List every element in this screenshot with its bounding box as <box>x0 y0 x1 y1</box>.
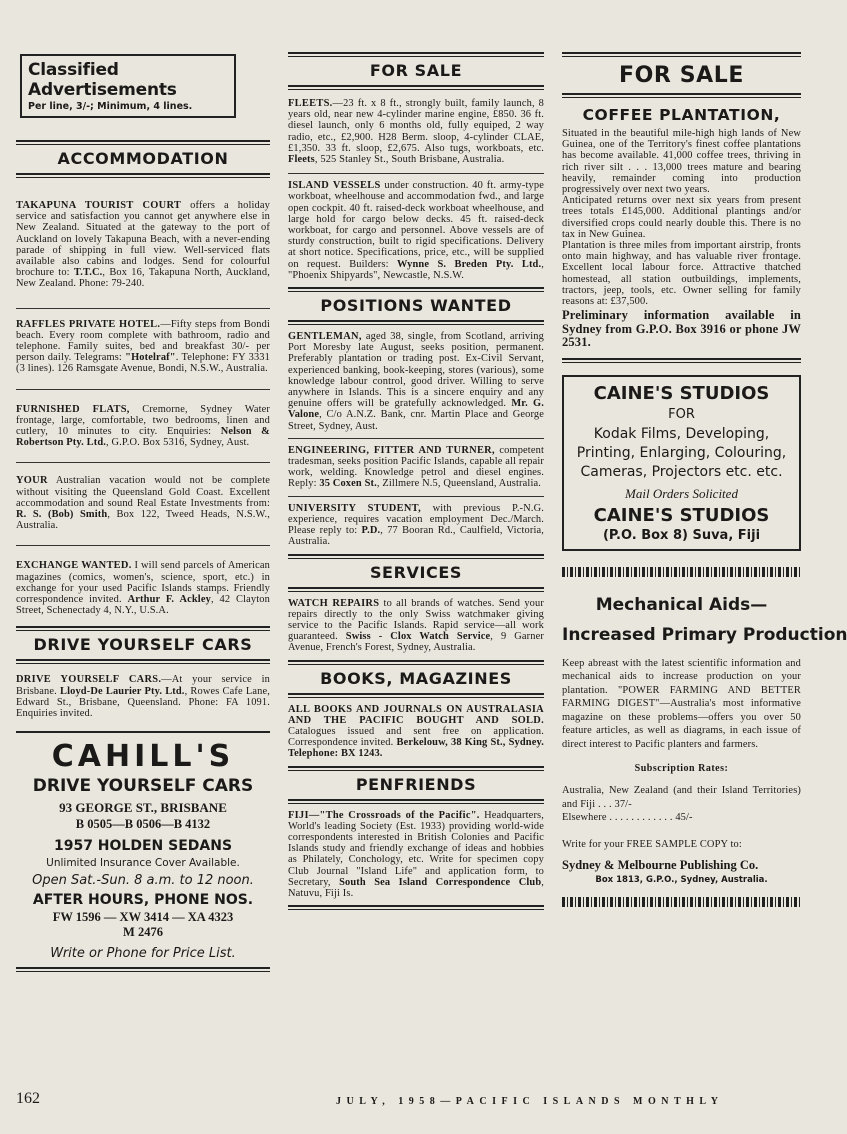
cahill-sub: DRIVE YOURSELF CARS <box>32 776 254 797</box>
coffee-title: COFFEE PLANTATION, <box>582 106 781 124</box>
caine-body: Kodak Films, Developing, Printing, Enlarging, Colouring, Cameras, Projectors etc. etc. <box>576 425 787 480</box>
ad-coffee-plantation <box>562 106 801 350</box>
coffee-info: Preliminary information available in Sydney from G.P.O. Box 3916 or phone JW 2531. <box>562 308 801 350</box>
section-heading-for-sale: FOR SALE <box>369 61 463 80</box>
mech-box: Box 1813, G.P.O., Sydney, Australia. <box>595 874 768 885</box>
cahill-sedans: 1957 HOLDEN SEDANS <box>53 838 233 855</box>
section-heading-positions: POSITIONS WANTED <box>320 296 512 316</box>
cahill-open: Open Sat.-Sun. 8 a.m. to 12 noon. <box>32 873 254 889</box>
classified-rates: Per line, 3/-; Minimum, 4 lines. <box>28 101 193 112</box>
cahill-m: M 2476 <box>123 925 163 940</box>
mech-title: Mechanical Aids— <box>595 594 768 615</box>
ad-books: ALL BOOKS AND JOURNALS ON AUSTRALASIA AND THE PACIFIC BOUGHT AND SOLD. Catalogues issued and sent free on application. Correspondence invited. Berkelouw, 38 King St., Sydney. Telephone: BX 1243. <box>288 703 545 760</box>
ad-exchange: EXCHANGE WANTED. I will send parcels of American magazines (comics, women's, science, sport, etc.) in exchange for your used Pacific Islands stamps. Friendly correspondence invited. Arthur F. Ackley, 42 Clayton Street, Schenectady 4, N.Y., U.S.A. <box>16 560 270 617</box>
column-middle <box>288 44 544 914</box>
ad-engineering: ENGINEERING, FITTER AND TURNER, competent tradesman, seeks position Pacific Islands, capable all repair work, welding. Knowledge petrol and diesel engines. Reply: 35 Coxen St., Zillmere N.5, Queensland, Australia. <box>288 444 544 490</box>
decorative-border-bottom <box>562 897 801 907</box>
running-footer: JULY, 1958—PACIFIC ISLANDS MONTHLY <box>336 1096 724 1107</box>
cahill-address: 93 GEORGE ST., BRISBANE <box>59 800 227 816</box>
section-heading-accommodation: ACCOMMODATION <box>57 149 229 168</box>
section-heading-services: SERVICES <box>369 562 463 582</box>
caine-title-2: CAINE'S STUDIOS <box>593 504 770 526</box>
column-left <box>16 44 270 976</box>
ad-drive-yourself: DRIVE YOURSELF CARS.—At your service in Brisbane. Lloyd-De Laurier Pty. Ltd., Rowes Cafe Lane, Edward St., Brisbane, Queensland. Phone: FA 1091. Enquiries invited. <box>16 674 270 720</box>
mech-write: Write for your FREE SAMPLE COPY to: <box>562 838 742 850</box>
ad-raffles: RAFFLES PRIVATE HOTEL.—Fifty steps from Bondi beach. Every room complete with bathroom, radio and telephone. Family suites, bed and breakfast 30/- per person daily. Telegrams: "Hotelraf". Telephone: FY 3331 (3 lines). 126 Ramsgate Avenue, Bondi, N.S.W., Australia. <box>16 318 270 375</box>
ad-furnished-flats: FURNISHED FLATS, Cremorne, Sydney Water frontage, large, comfortable, two bedrooms, linen and cutlery, 10 minutes to city. Enquiries: Nelson & Robertson Pty. Ltd., G.P.O. Box 5316, Sydney, Aust. <box>16 403 270 449</box>
cahill-insurance: Unlimited Insurance Cover Available. <box>46 857 240 870</box>
column-right <box>562 44 847 915</box>
mech-rate-1: Australia, New Zealand (and their Island Territories) and Fiji . . . 37/- <box>562 785 801 810</box>
cahill-after-hours: AFTER HOURS, PHONE NOS. <box>32 892 254 909</box>
ad-watch-repairs: WATCH REPAIRS to all brands of watches. Send your repairs directly to the only Swiss watchmaker giving service to the Pacific Islands. Rapid service—all work guaranteed. Swiss - Clox Watch Service, 9 Garner Avenue, French's Forest, Sydney, Australia. <box>288 597 544 654</box>
ad-university: UNIVERSITY STUDENT, with previous P.-N.G. experience, requires vacation employment Dec./March. Please reply to: P.D., 77 Booran Rd., Caulfield, Victoria, Australia. <box>288 502 544 548</box>
ad-gold-coast: YOUR Australian vacation would not be complete without visiting the Queensland Gold Coast. Excellent accommodation and sound Real Estate Investments from: R. S. (Bob) Smith, Box 122, Tweed Heads, N.S.W., Australia. <box>16 475 270 532</box>
ad-takapuna: TAKAPUNA TOURIST COURT offers a holiday service and satisfaction you cannot get anywhere else in New Zealand. Situated at the gateway to the port of Auckland on lovely Takapuna Beach, with a never-ending parade of shipping in full view. Well-serviced flats available also cabins and lodges. Send for colourful brochure to: T.T.C., Box 16, Takapuna North, Auckland, New Zealand. Phone: 79-240. <box>16 200 270 290</box>
decorative-border <box>562 567 801 577</box>
mech-title-2: Increased Primary Production <box>562 624 847 645</box>
ad-mechanical-aids <box>562 594 847 885</box>
coffee-body-3: Plantation is three miles from important airstrip, fronts onto main highway, and has valuable river frontage. Excellent local labour force. Attractive thatched homestead, all station outbuildings, implements, tractors, jeep, tools, etc. Owner selling for family reasons at: £37,500. <box>562 240 801 308</box>
cahill-title: CAHILL'S <box>51 739 235 775</box>
page-footer <box>0 1086 801 1118</box>
section-heading-for-sale-right: FOR SALE <box>618 63 745 88</box>
mech-body: Keep abreast with the latest scientific information and mechanical aids to increase production on your plantation. "POWER FARMING AND BETTER FARMING DIGEST"—Australia's most informative magazine on these problems—offers you over 50 feature articles, as well as diagrams, in each issue of direct interest to Pacific planters and farmers. <box>562 657 801 750</box>
ad-cahills <box>16 739 270 961</box>
cahill-phones: B 0505—B 0506—B 4132 <box>75 817 211 832</box>
classified-header <box>20 54 236 118</box>
ad-gentleman: GENTLEMAN, aged 38, single, from Scotland, arriving Port Moresby late August, seeks position, permanent. Preferably plantation or trading post. Ex-Civil Servant, experienced banking, book-keeping, stores (various), some knowledge labour control, good driver. Willing to serve anywhere in Islands. This is a sincere enquiry and any genuine offers will be gratefully acknowledged. Mr. G. Valone, C/o A.N.Z. Bank, cnr. Martin Place and George Street, Sydney, Aust. <box>288 331 544 432</box>
caine-title: CAINE'S STUDIOS <box>593 382 770 404</box>
caine-for: FOR <box>668 406 695 422</box>
coffee-body-1: Situated in the beautiful mile-high high lands of New Guinea, one of the Territory's finest coffee plantations has become available. 41,000 coffee trees, thriving in rich river silt . . . 13,000 trees mature and bearing heavily, remainder coming into production progressively over next two years. <box>562 128 801 196</box>
classified-title: Classified Advertisements <box>28 60 177 100</box>
page-number: 162 <box>16 1090 40 1107</box>
section-heading-drive: DRIVE YOURSELF CARS <box>33 635 253 655</box>
mech-rate-2: Elsewhere . . . . . . . . . . . . 45/- <box>562 812 693 824</box>
mech-rates-heading: Subscription Rates: <box>634 763 729 775</box>
section-heading-books: BOOKS, MAGAZINES <box>320 668 512 688</box>
caine-mail: Mail Orders Solicited <box>625 485 738 501</box>
ad-caines-studios <box>562 375 801 551</box>
cahill-write: Write or Phone for Price List. <box>50 946 236 962</box>
coffee-body-2: Anticipated returns over next six years from present trees totals £145,000. Additional plantings and/or diversified crops could nearly double this. There is no tax in New Guinea. <box>562 195 801 240</box>
ad-fiji: FIJI—"The Crossroads of the Pacific". Headquarters, World's leading Society (Est. 1933) providing world-wide correspondents interested in British Colonies and Pacific Islands study and friendly exchange of ideas and hobbies as Philately, Conchology, etc. Write for specimen copy Club Journal "Island Life" and application form, to Secretary, South Sea Island Correspondence Club, Natuvu, Fiji Is. <box>288 809 544 899</box>
cahill-fw: FW 1596 — XW 3414 — XA 4323 <box>52 910 234 925</box>
ad-fleets: FLEETS.—23 ft. x 8 ft., strongly built, family launch, 8 years old, near new 4-cylinder marine engine, £850. 36 ft. diesel launch, only 6 months old, fully equiped, 2 way radio, etc., £2,900. H28 Berm. sloop, 4-cylinder CLAE, £1,350. 33 ft. sloop, £2,675. Also tugs, workboats, etc. Fleets, 525 Stanley St., South Brisbane, Australia. <box>288 98 544 166</box>
section-heading-penfriends: PENFRIENDS <box>355 774 477 794</box>
ad-island-vessels: ISLAND VESSELS under construction. 40 ft. army-type workboat, wheelhouse and accommodation fwd., and large open cockpit. 40 ft. raised-deck workboat wheelhouse, and large hold for cargo below decks. 45 ft. raised-deck workboat, for cargo and personnel. Above vessels are of sturdy construction, built to rigid specifications. Delivery at short notice. Specifications, price, etc., will be supplied on request. Builders: Wynne S. Breden Pty. Ltd., "Phoenix Shipyards", Newcastle, N.S.W. <box>288 180 544 281</box>
mech-publisher: Sydney & Melbourne Publishing Co. <box>562 857 759 872</box>
caine-box: (P.O. Box 8) Suva, Fiji <box>602 527 761 543</box>
